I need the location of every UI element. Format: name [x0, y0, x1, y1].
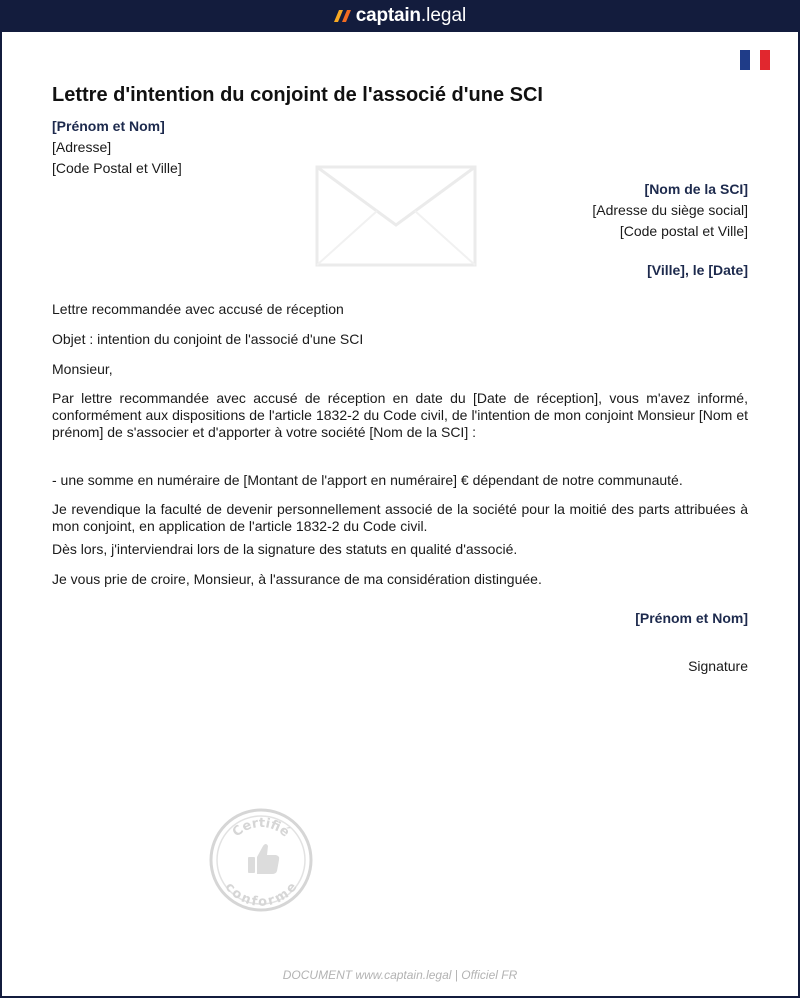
sender-postal-city: [Code Postal et Ville] [52, 160, 182, 176]
recipient-name: [Nom de la SCI] [644, 181, 748, 197]
signature-label: Signature [688, 658, 748, 674]
brand-tld: .legal [420, 5, 467, 26]
top-bar [0, 0, 800, 32]
sending-mode: Lettre recommandée avec accusé de réception [52, 301, 344, 317]
footer-text: DOCUMENT www.captain.legal | Officiel FR [282, 968, 518, 982]
body-paragraph-1: Par lettre recommandée avec accusé de réception en date du [Date de réception], vous m'avez informé, conformément aux dispositions de l'article 1832-2 du Code civil, de l'intention de mon conjoint Monsieur [Nom et prénom] de s'associer et d'apporter à votre société [Nom de la SCI] : [52, 390, 748, 440]
document-title: Lettre d'intention du conjoint de l'associé d'une SCI [52, 84, 543, 106]
body-paragraph-2: - une somme en numéraire de [Montant de l'apport en numéraire] € dépendant de notre communauté. [52, 472, 683, 488]
sender-name: [Prénom et Nom] [52, 118, 165, 134]
subject-line: Objet : intention du conjoint de l'associé d'une SCI [52, 331, 364, 347]
body-paragraph-5: Je vous prie de croire, Monsieur, à l'assurance de ma considération distinguée. [52, 571, 542, 587]
body-paragraph-4: Dès lors, j'interviendrai lors de la signature des statuts en qualité d'associé. [52, 541, 518, 557]
brand-name: captain [355, 5, 421, 26]
brand-mark-icon [334, 10, 352, 22]
thumbs-up-icon [248, 844, 279, 874]
certified-stamp-icon [208, 807, 314, 913]
stamp-text-bottom: conforme [221, 879, 301, 910]
recipient-postal-city: [Code postal et Ville] [619, 223, 748, 239]
body-paragraph-3: Je revendique la faculté de devenir personnellement associé de la société pour la moitié des parts attribuées à mon conjoint, en application de l'article 1832-2 du Code civil. [52, 501, 748, 534]
recipient-address: [Adresse du siège social] [592, 202, 748, 218]
stamp-text-top: Certifié [229, 815, 293, 841]
brand-logo[interactable] [334, 5, 467, 27]
salutation: Monsieur, [52, 361, 113, 377]
france-flag-icon [740, 50, 770, 70]
closing-name: [Prénom et Nom] [635, 610, 748, 626]
sender-address: [Adresse] [52, 139, 112, 155]
place-date: [Ville], le [Date] [647, 262, 748, 278]
